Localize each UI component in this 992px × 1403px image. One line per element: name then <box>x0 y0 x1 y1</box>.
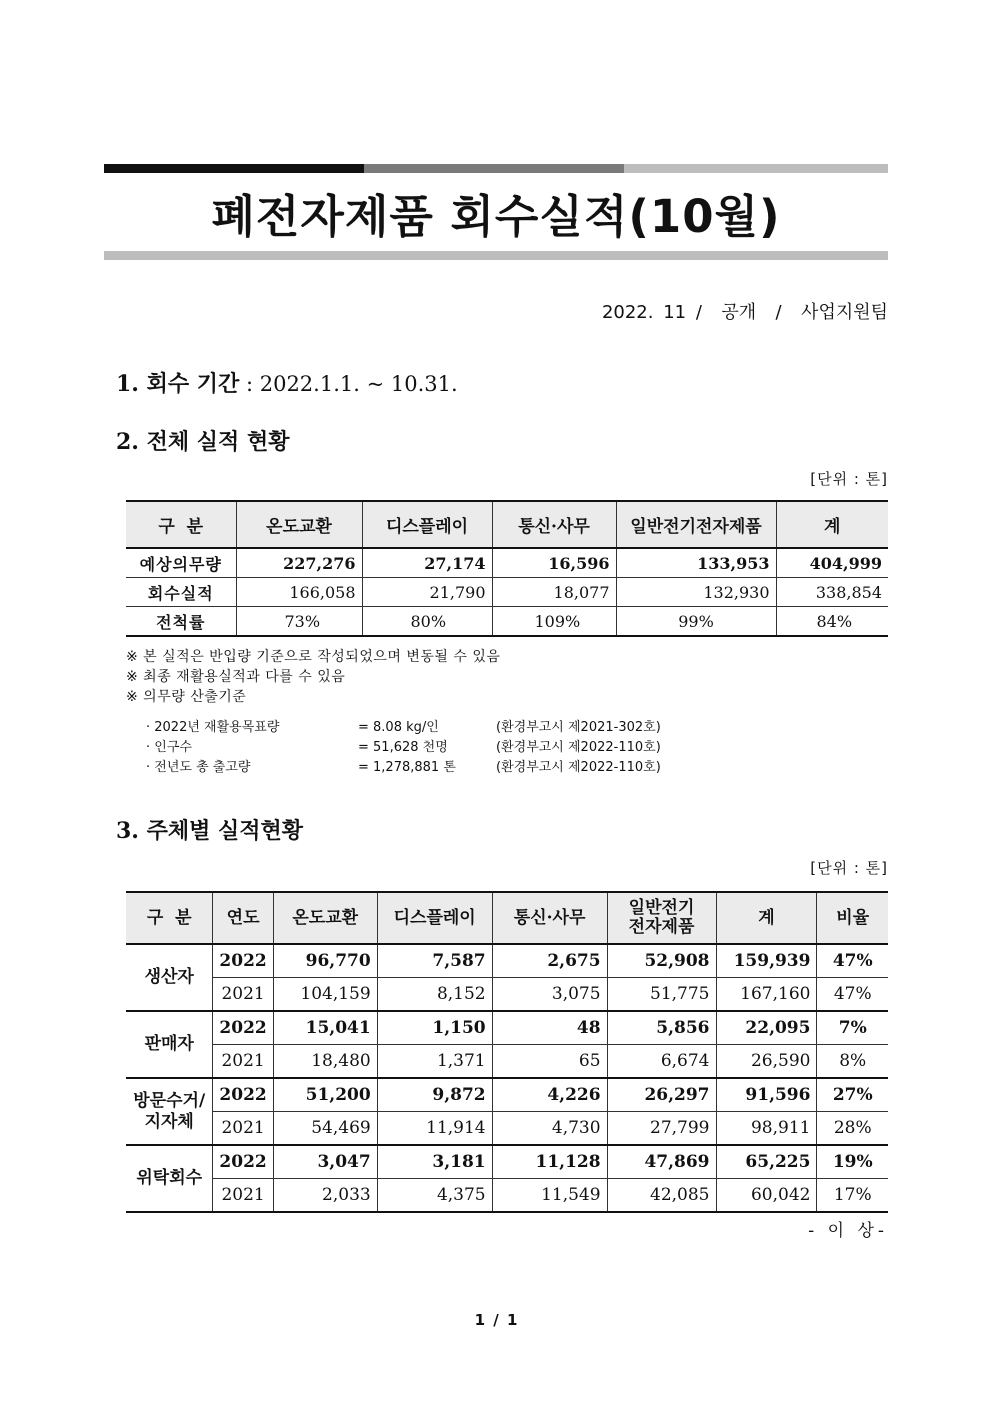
header-general-electronics: 일반전기 전자제품 <box>607 892 716 944</box>
table-cell: 51,775 <box>607 978 716 1012</box>
table-cell: 19% <box>817 1145 888 1179</box>
year-cell: 2022 <box>213 1011 273 1045</box>
row-label: 회수실적 <box>126 578 236 607</box>
table-cell: 52,908 <box>607 944 716 978</box>
table-cell: 4,226 <box>492 1078 607 1112</box>
table-cell: 4,375 <box>377 1179 492 1213</box>
overall-performance-table <box>126 500 888 637</box>
table-cell: 4,730 <box>492 1112 607 1146</box>
table-cell: 98,911 <box>716 1112 817 1146</box>
table-cell: 96,770 <box>273 944 377 978</box>
table-cell: 65 <box>492 1045 607 1079</box>
table-row <box>126 944 888 978</box>
entity-performance-table <box>126 891 888 1213</box>
table-row <box>126 578 888 607</box>
section2-unit: [단위 : 톤] <box>810 470 888 488</box>
title-bar-mid <box>364 164 624 173</box>
header-total: 계 <box>716 892 817 944</box>
row-label: 예상의무량 <box>126 548 236 578</box>
basis-item: · 전년도 총 출고량 <box>146 760 251 775</box>
table-cell: 11,128 <box>492 1145 607 1179</box>
table-cell: 18,077 <box>492 578 616 607</box>
table-row <box>126 548 888 578</box>
table-row <box>126 1011 888 1045</box>
note-item: ※ 최종 재활용실적과 다를 수 있음 <box>126 669 346 685</box>
basis-value: = 1,278,881 톤 <box>358 760 456 775</box>
section2-heading: 2. 전체 실적 현황 <box>116 429 290 455</box>
table-cell: 26,590 <box>716 1045 817 1079</box>
section1-label: 1. 회수 기간 <box>116 371 240 397</box>
header-category: 구 분 <box>126 892 213 944</box>
section3-heading: 3. 주체별 실적현황 <box>116 818 304 844</box>
table-header-row <box>126 501 888 548</box>
table-cell: 7,587 <box>377 944 492 978</box>
title-bar-dark <box>104 164 364 173</box>
table-cell: 27,174 <box>362 548 492 578</box>
header-total: 계 <box>776 501 888 548</box>
table-row <box>126 1179 888 1213</box>
table-cell: 3,047 <box>273 1145 377 1179</box>
table-cell: 6,674 <box>607 1045 716 1079</box>
table-cell: 84% <box>776 607 888 637</box>
table-cell: 7% <box>817 1011 888 1045</box>
table-cell: 5,856 <box>607 1011 716 1045</box>
page-number: 1 / 1 <box>474 1311 518 1329</box>
table-cell: 15,041 <box>273 1011 377 1045</box>
table-cell: 16,596 <box>492 548 616 578</box>
year-cell: 2022 <box>213 1078 273 1112</box>
table-cell: 47% <box>817 978 888 1012</box>
year-cell: 2021 <box>213 1179 273 1213</box>
header-display: 디스플레이 <box>362 501 492 548</box>
basis-item: · 2022년 재활용목표량 <box>146 720 280 735</box>
notes <box>126 647 500 707</box>
basis-value: = 51,628 천명 <box>358 740 448 755</box>
table-cell: 1,371 <box>377 1045 492 1079</box>
header-general-electronics: 일반전기전자제품 <box>616 501 776 548</box>
header-year: 연도 <box>213 892 273 944</box>
group-label: 생산자 <box>126 944 213 1011</box>
table-cell: 47% <box>817 944 888 978</box>
year-cell: 2021 <box>213 1112 273 1146</box>
table-cell: 2,033 <box>273 1179 377 1213</box>
table-cell: 132,930 <box>616 578 776 607</box>
table-cell: 11,914 <box>377 1112 492 1146</box>
header-category: 구 분 <box>126 501 236 548</box>
table-cell: 18,480 <box>273 1045 377 1079</box>
group-label: 위탁회수 <box>126 1145 213 1212</box>
table-cell: 26,297 <box>607 1078 716 1112</box>
basis-value: = 8.08 kg/인 <box>358 720 439 735</box>
table-cell: 47,869 <box>607 1145 716 1179</box>
year-cell: 2021 <box>213 978 273 1012</box>
basis-ref: (환경부고시 제2021-302호) <box>496 720 661 735</box>
table-header-row <box>126 892 888 944</box>
table-cell: 21,790 <box>362 578 492 607</box>
table-cell: 91,596 <box>716 1078 817 1112</box>
title-bar-light <box>624 164 888 173</box>
basis-ref: (환경부고시 제2022-110호) <box>496 760 661 775</box>
row-label: 전척률 <box>126 607 236 637</box>
note-item: ※ 의무량 산출기준 <box>126 689 247 705</box>
table-cell: 8,152 <box>377 978 492 1012</box>
table-cell: 48 <box>492 1011 607 1045</box>
table-cell: 227,276 <box>236 548 362 578</box>
table-cell: 27% <box>817 1078 888 1112</box>
note-item: ※ 본 실적은 반입량 기준으로 작성되었으며 변동될 수 있음 <box>126 649 501 665</box>
table-cell: 60,042 <box>716 1179 817 1213</box>
table-cell: 99% <box>616 607 776 637</box>
table-cell: 167,160 <box>716 978 817 1012</box>
table-cell: 73% <box>236 607 362 637</box>
year-cell: 2022 <box>213 1145 273 1179</box>
header-display: 디스플레이 <box>377 892 492 944</box>
table-cell: 109% <box>492 607 616 637</box>
group-label: 판매자 <box>126 1011 213 1078</box>
table-cell: 404,999 <box>776 548 888 578</box>
table-cell: 54,469 <box>273 1112 377 1146</box>
table-cell: 1,150 <box>377 1011 492 1045</box>
section1-period: : 2022.1.1. ~ 10.31. <box>239 372 458 396</box>
table-cell: 159,939 <box>716 944 817 978</box>
table-cell: 11,549 <box>492 1179 607 1213</box>
document-meta: 2022. 11 / 공개 / 사업지원팀 <box>601 302 888 323</box>
table-cell: 104,159 <box>273 978 377 1012</box>
table-cell: 27,799 <box>607 1112 716 1146</box>
table-cell: 3,075 <box>492 978 607 1012</box>
table-cell: 17% <box>817 1179 888 1213</box>
table-row <box>126 607 888 637</box>
table-cell: 8% <box>817 1045 888 1079</box>
year-cell: 2021 <box>213 1045 273 1079</box>
group-label: 방문수거/ 지자체 <box>126 1078 213 1145</box>
header-temperature-exchange: 온도교환 <box>273 892 377 944</box>
table-cell: 80% <box>362 607 492 637</box>
header-telecom-office: 통신·사무 <box>492 501 616 548</box>
table-cell: 42,085 <box>607 1179 716 1213</box>
table-cell: 133,953 <box>616 548 776 578</box>
table-cell: 28% <box>817 1112 888 1146</box>
table-cell: 65,225 <box>716 1145 817 1179</box>
year-cell: 2022 <box>213 944 273 978</box>
header-telecom-office: 통신·사무 <box>492 892 607 944</box>
table-cell: 9,872 <box>377 1078 492 1112</box>
section3-unit: [단위 : 톤] <box>810 859 888 877</box>
table-row <box>126 978 888 1012</box>
table-row <box>126 1045 888 1079</box>
section1-heading <box>116 367 458 398</box>
basis-ref: (환경부고시 제2022-110호) <box>496 740 661 755</box>
table-cell: 2,675 <box>492 944 607 978</box>
table-cell: 166,058 <box>236 578 362 607</box>
table-row <box>126 1078 888 1112</box>
table-cell: 51,200 <box>273 1078 377 1112</box>
table-cell: 338,854 <box>776 578 888 607</box>
table-row <box>126 1112 888 1146</box>
table-cell: 3,181 <box>377 1145 492 1179</box>
header-temperature-exchange: 온도교환 <box>236 501 362 548</box>
document-title: 폐전자제품 회수실적(10월) <box>211 190 781 243</box>
title-underline-bar <box>104 251 888 260</box>
table-row <box>126 1145 888 1179</box>
header-ratio: 비율 <box>817 892 888 944</box>
basis-item: · 인구수 <box>146 740 192 755</box>
table-cell: 22,095 <box>716 1011 817 1045</box>
end-mark: - 이 상- <box>808 1221 888 1241</box>
